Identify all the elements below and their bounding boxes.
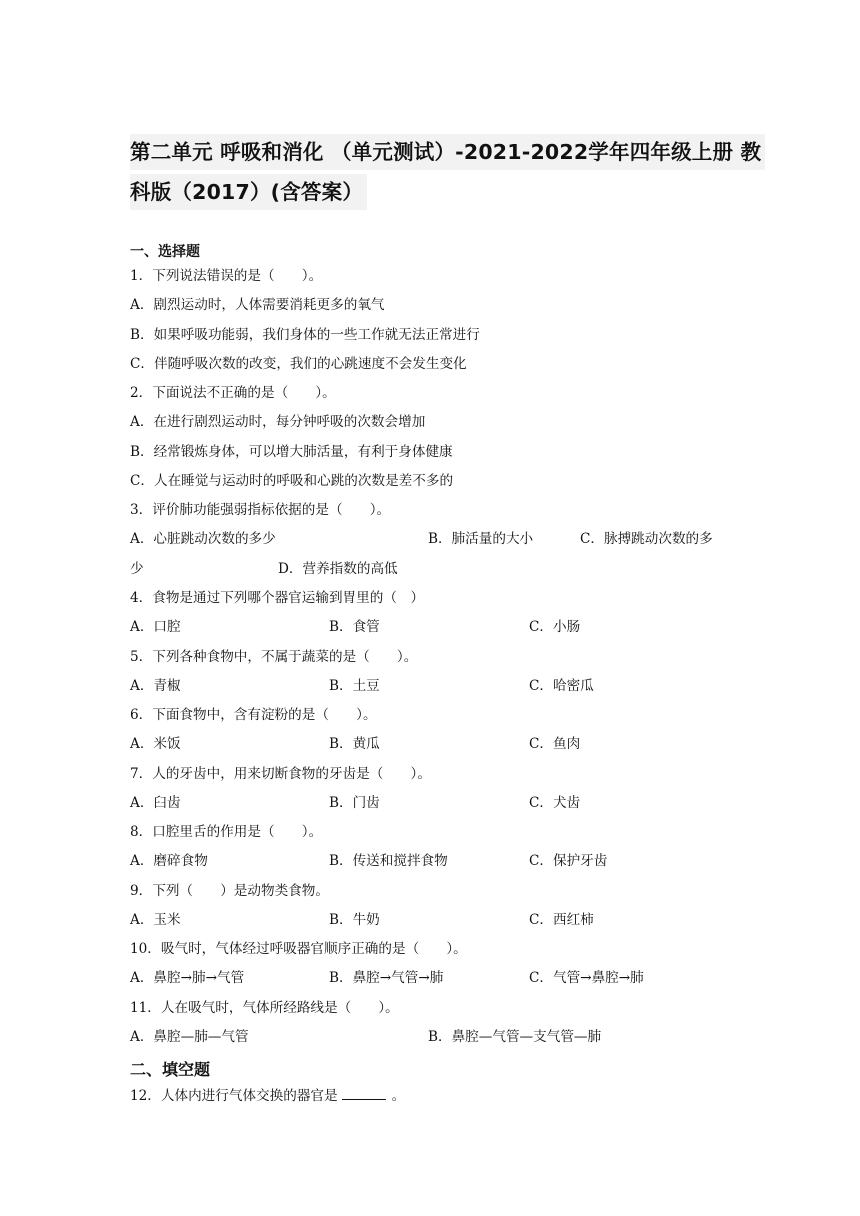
question-1-stem: 1．下列说法错误的是（ ）。 bbox=[130, 268, 323, 284]
question-2-stem: 2．下面说法不正确的是（ ）。 bbox=[130, 385, 336, 401]
question-3-option-b: B．肺活量的大小 bbox=[428, 531, 534, 547]
question-9-option-c: C．西红柿 bbox=[529, 912, 594, 928]
document-title-line-2: 科版（2017）(含答案） bbox=[130, 174, 367, 210]
answer-blank bbox=[342, 1085, 386, 1100]
question-3-option-d: D．营养指数的高低 bbox=[278, 561, 398, 577]
question-2-option-c: C．人在睡觉与运动时的呼吸和心跳的次数是差不多的 bbox=[130, 473, 454, 489]
question-2-option-a: A．在进行剧烈运动时，每分钟呼吸的次数会增加 bbox=[130, 414, 426, 430]
question-7-options-row bbox=[130, 792, 730, 814]
question-6-option-c: C．鱼肉 bbox=[529, 736, 581, 752]
question-4-option-c: C．小肠 bbox=[529, 619, 581, 635]
question-3-options-row-2 bbox=[130, 558, 860, 580]
question-4-options-row bbox=[130, 616, 730, 638]
question-10-option-b: B．鼻腔→气管→肺 bbox=[329, 970, 444, 986]
question-8-options-row bbox=[130, 850, 730, 872]
question-11-options-row bbox=[130, 1026, 730, 1048]
question-9-option-a: A．玉米 bbox=[130, 912, 181, 928]
question-5-stem: 5．下列各种食物中，不属于蔬菜的是（ ）。 bbox=[130, 649, 418, 665]
question-5-options-row bbox=[130, 675, 730, 697]
question-11-option-a: A．鼻腔—肺—气管 bbox=[130, 1029, 249, 1045]
question-8-option-c: C．保护牙齿 bbox=[529, 853, 608, 869]
question-6-options-row bbox=[130, 733, 730, 755]
question-7-stem: 7．人的牙齿中，用来切断食物的牙齿是（ ）。 bbox=[130, 766, 431, 782]
question-6-stem: 6．下面食物中，含有淀粉的是（ ）。 bbox=[130, 707, 377, 723]
question-6-option-a: A．米饭 bbox=[130, 736, 181, 752]
question-7-option-a: A．臼齿 bbox=[130, 795, 181, 811]
question-4-option-b: B．食管 bbox=[329, 619, 380, 635]
question-12-end: 。 bbox=[391, 1088, 406, 1104]
question-6-option-b: B．黄瓜 bbox=[329, 736, 380, 752]
question-5-option-a: A．青椒 bbox=[130, 678, 181, 694]
question-7-option-c: C．犬齿 bbox=[529, 795, 581, 811]
question-10-option-c: C．气管→鼻腔→肺 bbox=[529, 970, 644, 986]
question-7-option-b: B．门齿 bbox=[329, 795, 380, 811]
document-title-line-1: 第二单元 呼吸和消化 （单元测试）-2021-2022学年四年级上册 教 bbox=[130, 134, 765, 170]
question-4-option-a: A．口腔 bbox=[130, 619, 181, 635]
question-2-option-b: B．经常锻炼身体，可以增大肺活量，有利于身体健康 bbox=[130, 444, 453, 460]
question-1-option-b: B．如果呼吸功能弱，我们身体的一些工作就无法正常进行 bbox=[130, 327, 480, 343]
section-heading-fill-blank: 二、填空题 bbox=[130, 1060, 211, 1079]
question-11-stem: 11．人在吸气时，气体所经路线是（ ）。 bbox=[130, 1000, 399, 1016]
question-3-option-c-continued: 少 bbox=[130, 561, 144, 577]
question-4-stem: 4．食物是通过下列哪个器官运输到胃里的（ ） bbox=[130, 590, 425, 606]
question-1-option-a: A．剧烈运动时，人体需要消耗更多的氧气 bbox=[130, 297, 385, 313]
section-heading-choice: 一、选择题 bbox=[130, 244, 200, 260]
question-9-options-row bbox=[130, 909, 730, 931]
question-5-option-c: C．哈密瓜 bbox=[529, 678, 594, 694]
question-12-row bbox=[130, 1085, 405, 1107]
question-9-option-b: B．牛奶 bbox=[329, 912, 380, 928]
question-10-options-row bbox=[130, 967, 730, 989]
question-3-options-row bbox=[130, 528, 860, 550]
question-3-stem: 3．评价肺功能强弱指标依据的是（ ）。 bbox=[130, 502, 391, 518]
question-8-option-b: B．传送和搅拌食物 bbox=[329, 853, 448, 869]
question-8-option-a: A．磨碎食物 bbox=[130, 853, 208, 869]
question-5-option-b: B．土豆 bbox=[329, 678, 380, 694]
question-3-option-a: A．心脏跳动次数的多少 bbox=[130, 531, 276, 547]
question-12-stem: 12．人体内进行气体交换的器官是 bbox=[130, 1088, 338, 1104]
question-9-stem: 9．下列（ ）是动物类食物。 bbox=[130, 883, 329, 899]
question-3-option-c: C．脉搏跳动次数的多 bbox=[580, 531, 713, 547]
question-10-option-a: A．鼻腔→肺→气管 bbox=[130, 970, 245, 986]
question-1-option-c: C．伴随呼吸次数的改变，我们的心跳速度不会发生变化 bbox=[130, 356, 467, 372]
question-11-option-b: B．鼻腔—气管—支气管—肺 bbox=[428, 1029, 602, 1045]
question-8-stem: 8．口腔里舌的作用是（ ）。 bbox=[130, 824, 323, 840]
question-10-stem: 10．吸气时，气体经过呼吸器官顺序正确的是（ ）。 bbox=[130, 941, 467, 957]
